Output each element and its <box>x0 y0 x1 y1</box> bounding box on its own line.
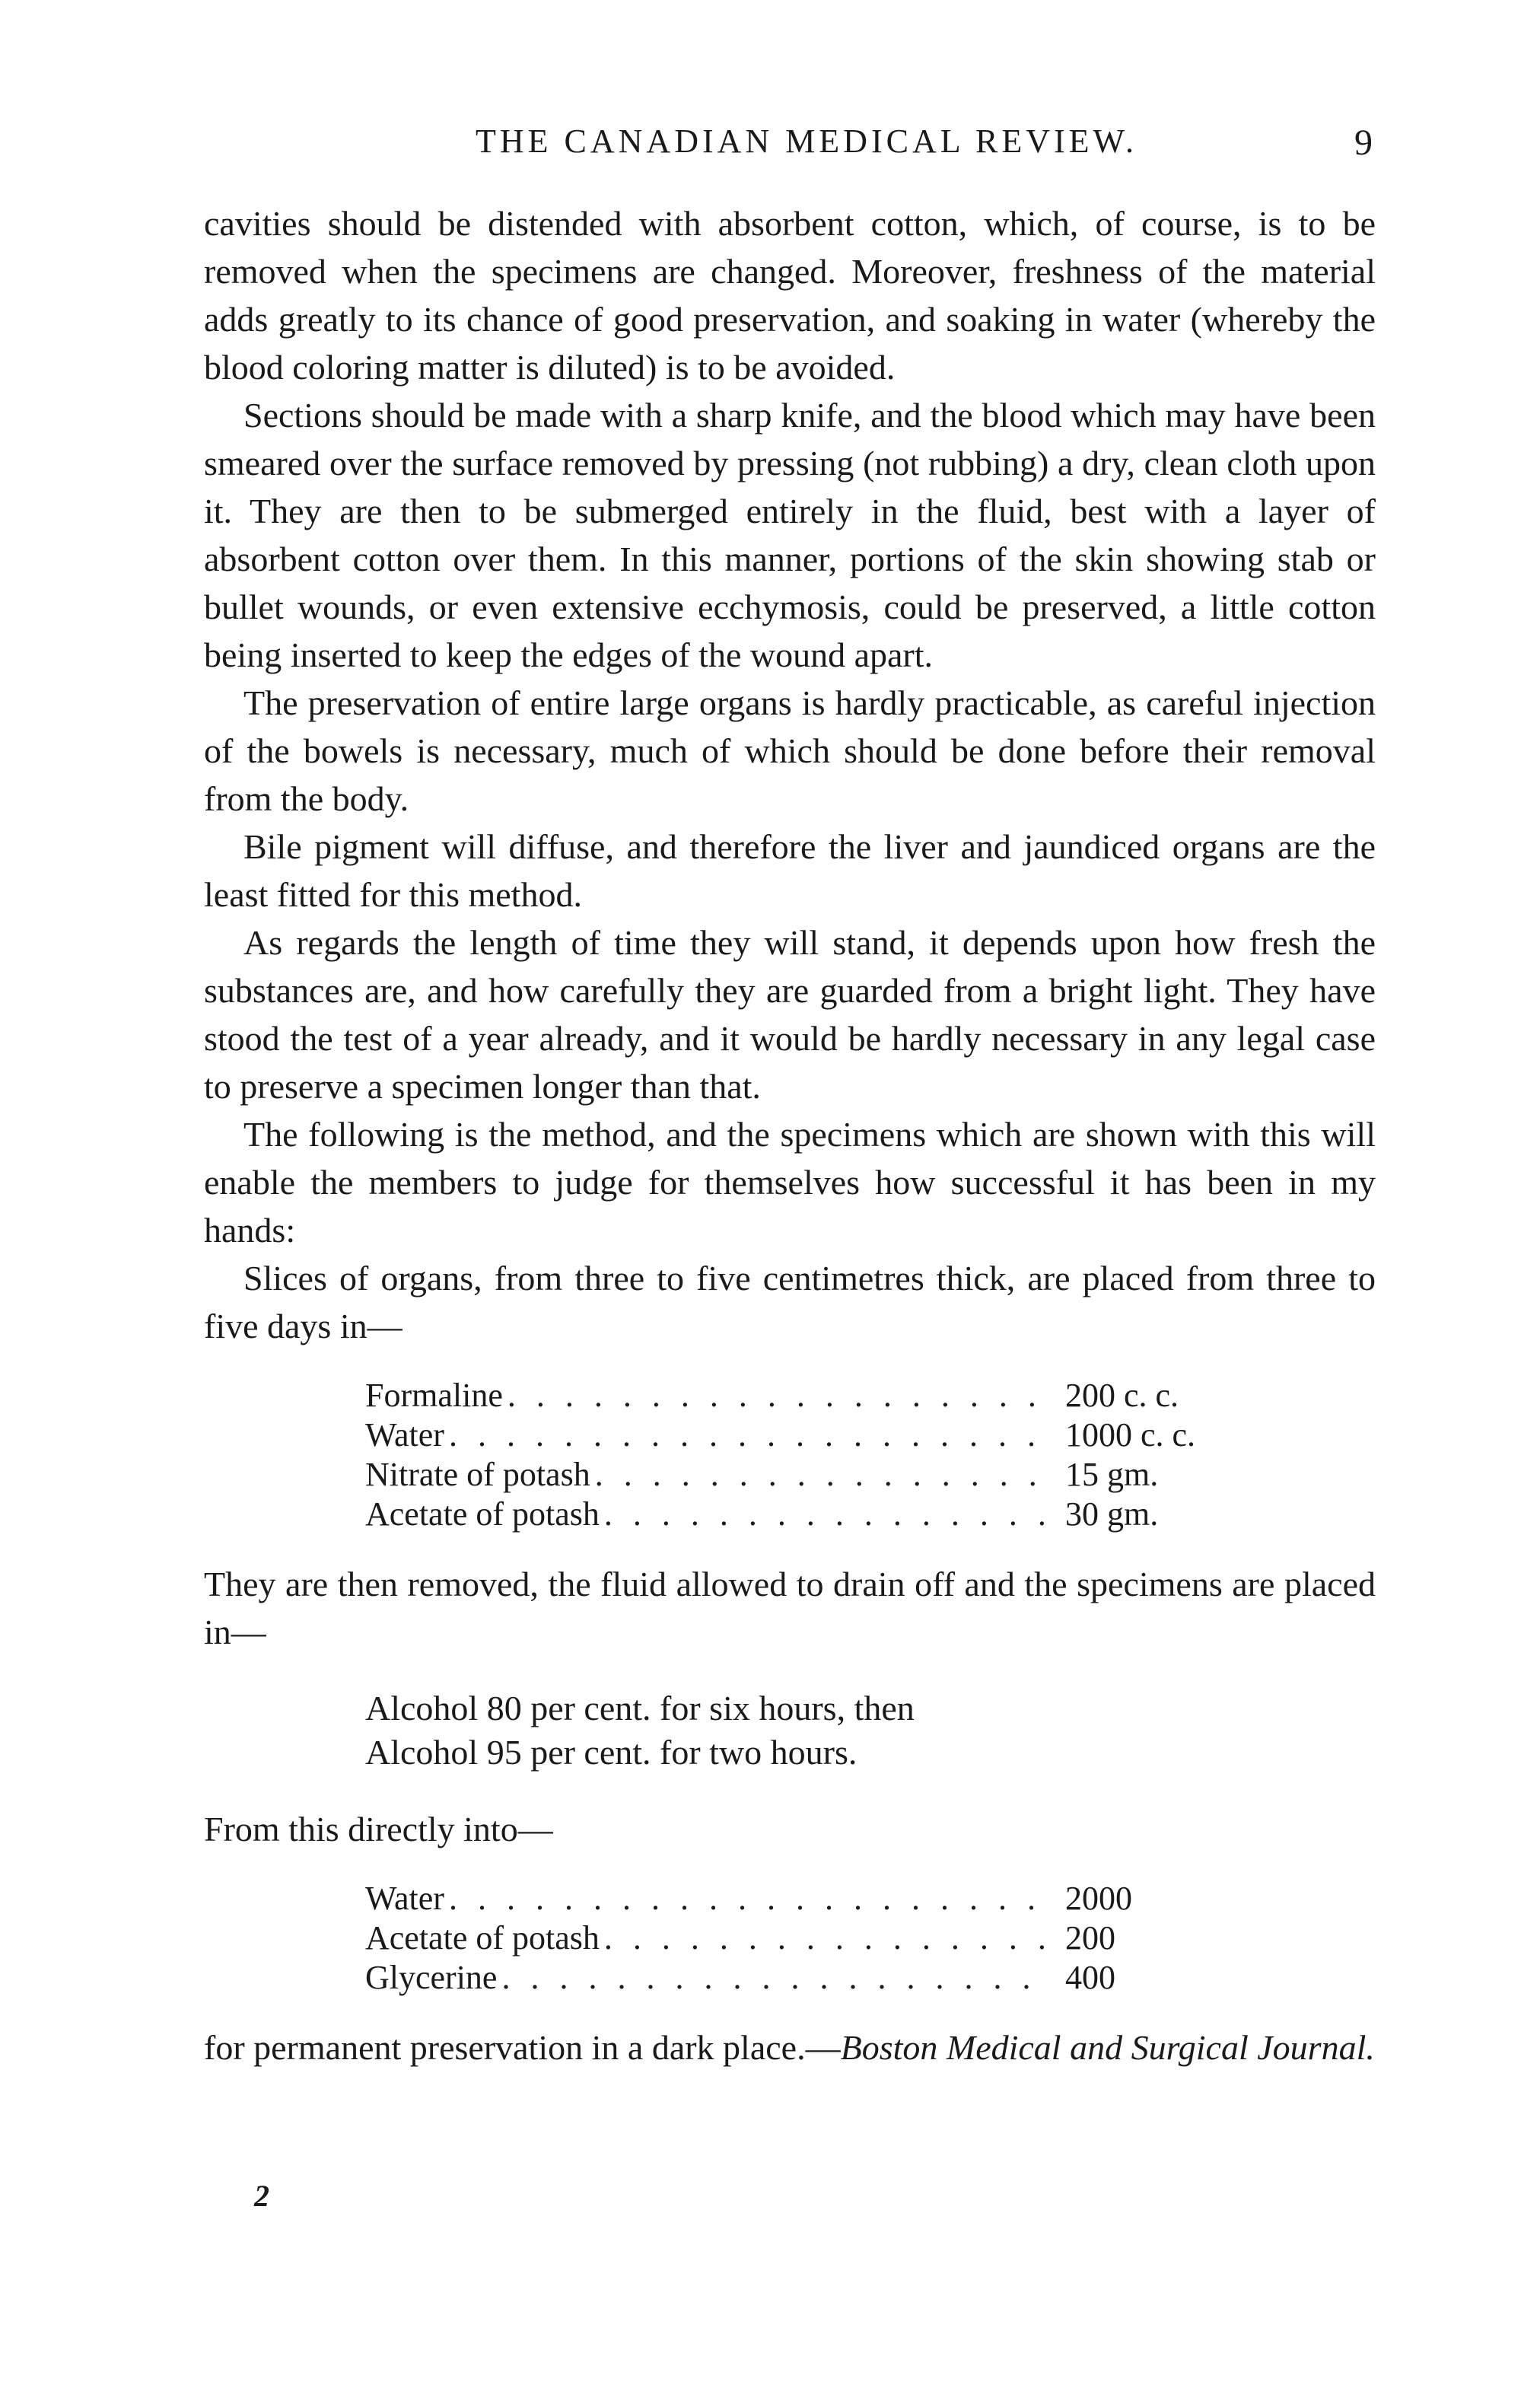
alcohol-step: Alcohol 95 per cent. for two hours. <box>365 1733 858 1772</box>
closing-text: for permanent preservation in a dark place.— <box>204 2028 841 2067</box>
ingredient-name: Water <box>365 1880 444 1917</box>
alcohol-steps <box>365 1686 1376 1775</box>
leader-dots <box>501 1958 1052 1998</box>
ingredient-name: Nitrate of potash <box>365 1456 590 1493</box>
paragraph: Sections should be made with a sharp knife, and the blood which may have been smeared over the surface removed by pressing (not rubbing) a dry, clean cloth upon it. They are then to be submerged entirely in the fluid, best with a layer of absorbent cotton over them. In this manner, portions of the skin showing stab or bullet wounds, or even extensive ecchymosis, could be preserved, a little cotton being inserted to keep the edges of the wound apart. <box>204 396 1376 674</box>
paragraph: As regards the length of time they will stand, it depends upon how fresh the substances are, and how carefully they are guarded from a bright light. They have stood the test of a year already, and it would be hardly necessary in any legal case to preserve a specimen longer than that. <box>204 923 1376 1106</box>
paragraph: cavities should be distended with absorbent cotton, which, of course, is to be removed when the specimens are changed. Moreover, freshness of the material adds greatly to its chance of good preservation, and soaking in water (whereby the blood coloring matter is diluted) is to be avoided. <box>204 204 1376 387</box>
alcohol-step: Alcohol 80 per cent. for six hours, then <box>365 1689 915 1727</box>
paragraph: The following is the method, and the specimens which are shown with this will enable the members to judge for themselves how successful it has been in my hands: <box>204 1115 1376 1250</box>
fixing-solution-recipe <box>365 1376 1240 1534</box>
ingredient-name: Water <box>365 1416 444 1453</box>
page-number: 9 <box>1354 123 1373 163</box>
ingredient-name: Formaline <box>365 1377 503 1414</box>
ingredient-quantity: 30 gm. <box>1065 1495 1159 1533</box>
leader-dots <box>595 1455 1052 1495</box>
signature-mark: 2 <box>254 2179 269 2213</box>
ingredient-quantity: 400 <box>1065 1959 1115 1996</box>
source-citation: Boston Medical and Surgical Journal. <box>840 2028 1375 2067</box>
leader-dots <box>508 1376 1052 1415</box>
leader-dots <box>604 1495 1052 1534</box>
ingredient-name: Acetate of potash <box>365 1495 600 1533</box>
recipe-row <box>365 1879 1240 1918</box>
paragraph: The preservation of entire large organs is hardly practicable, as careful injection of the bowels is necessary, much of which should be done before their removal from the body. <box>204 683 1376 818</box>
leader-dots <box>449 1415 1052 1455</box>
paragraph: Slices of organs, from three to five centimetres thick, are placed from three to five days in— <box>204 1259 1376 1345</box>
recipe-row <box>365 1376 1240 1415</box>
recipe-row <box>365 1455 1240 1495</box>
closing-paragraph <box>204 2023 1376 2071</box>
ingredient-name: Glycerine <box>365 1959 498 1996</box>
leader-dots <box>604 1918 1052 1958</box>
article-body <box>204 199 1376 2071</box>
leader-dots <box>449 1879 1052 1918</box>
ingredient-quantity: 2000 <box>1065 1880 1132 1917</box>
recipe-row <box>365 1495 1240 1534</box>
paragraph: They are then removed, the fluid allowed to drain off and the specimens are placed in— <box>204 1565 1376 1651</box>
ingredient-quantity: 15 gm. <box>1065 1456 1159 1493</box>
running-header: THE CANADIAN MEDICAL REVIEW. <box>476 123 1138 160</box>
recipe-row <box>365 1415 1240 1455</box>
preserving-solution-recipe <box>365 1879 1240 1998</box>
paragraph: From this directly into— <box>204 1810 553 1848</box>
recipe-row <box>365 1958 1240 1998</box>
ingredient-quantity: 1000 c. c. <box>1065 1416 1196 1453</box>
ingredient-quantity: 200 c. c. <box>1065 1377 1179 1414</box>
ingredient-name: Acetate of potash <box>365 1919 600 1957</box>
paragraph: Bile pigment will diffuse, and therefore the liver and jaundiced organs are the least fitted for this method. <box>204 827 1376 914</box>
ingredient-quantity: 200 <box>1065 1919 1115 1957</box>
recipe-row <box>365 1918 1240 1958</box>
